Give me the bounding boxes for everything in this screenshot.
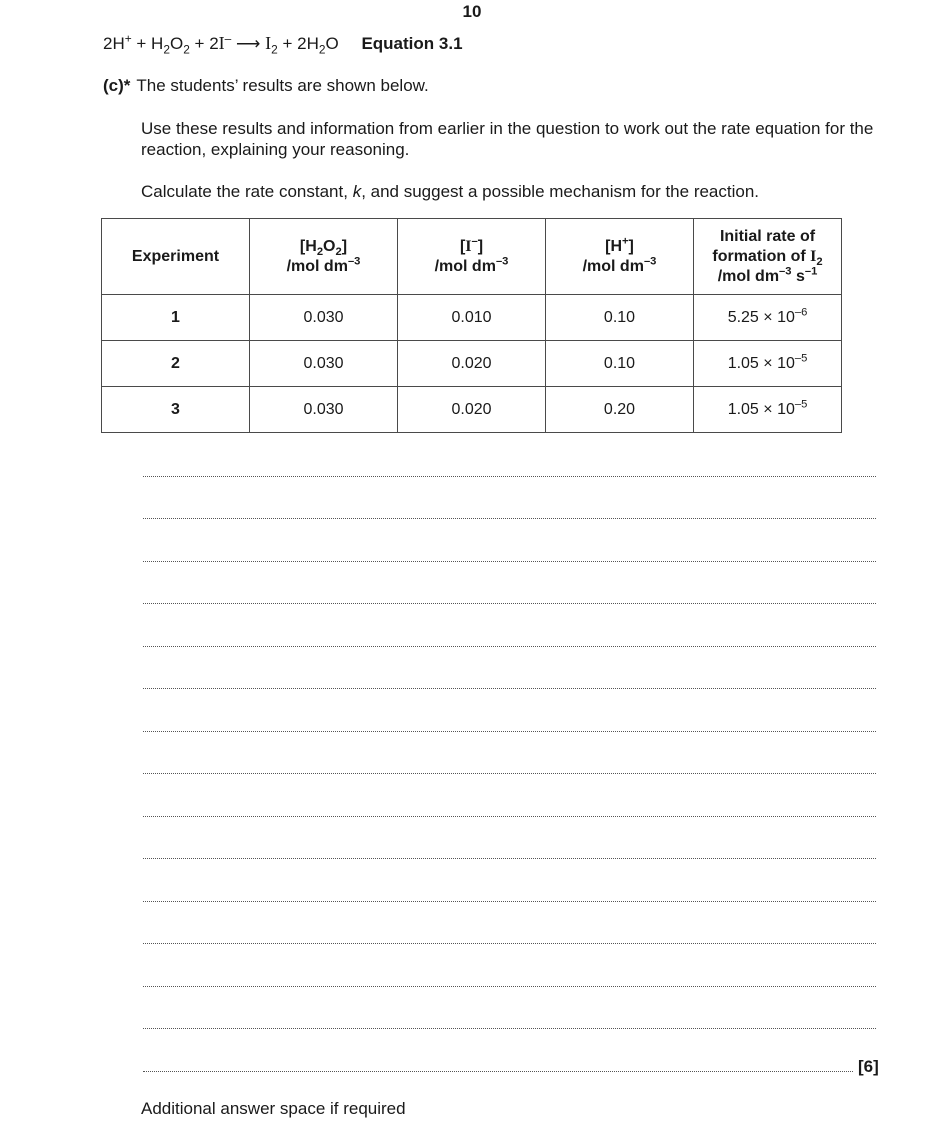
answer-line[interactable]	[143, 943, 876, 944]
header-h2o2: $[H_2O_2]$ /mol $dm^{-3}$	[250, 219, 398, 295]
instruction-rate-equation: Use these results and information from earlier in the question to work out the rate equation for the reaction, explaining your reasoning.	[141, 119, 874, 159]
question-intro: The students’ results are shown below.	[136, 76, 429, 95]
marks-total: [6]	[858, 1057, 879, 1076]
answer-line[interactable]	[143, 1071, 853, 1072]
answer-line[interactable]	[143, 1028, 876, 1029]
additional-answer-space-label: Additional answer space if required	[141, 1099, 406, 1118]
instruction-rate-constant: Calculate the rate constant, k, and suggest a possible mechanism for the reaction.	[141, 182, 760, 201]
cell-h2o2: 0.030	[250, 341, 398, 387]
cell-iodide: 0.020	[398, 387, 546, 433]
cell-hplus: 0.20	[546, 387, 694, 433]
cell-iodide: 0.010	[398, 295, 546, 341]
cell-rate: $1.05 \times 10^{-5}$	[694, 387, 842, 433]
cell-rate: $5.25 \times 10^{-6}$	[694, 295, 842, 341]
answer-line[interactable]	[143, 603, 876, 604]
answer-line[interactable]	[143, 986, 876, 987]
answer-line[interactable]	[143, 858, 876, 859]
answer-line[interactable]	[143, 518, 876, 519]
table-row	[102, 387, 842, 433]
cell-experiment: 2	[102, 341, 250, 387]
header-experiment: Experiment	[102, 219, 250, 295]
equation-label: Equation 3.1	[361, 34, 463, 53]
cell-hplus: 0.10	[546, 341, 694, 387]
cell-experiment: 3	[102, 387, 250, 433]
answer-line[interactable]	[143, 901, 876, 902]
answer-line[interactable]	[143, 561, 876, 562]
cell-iodide: 0.020	[398, 341, 546, 387]
question-label: (c)*	[103, 76, 131, 95]
table-row	[102, 295, 842, 341]
answer-line[interactable]	[143, 773, 876, 774]
header-hplus: [H+] /mol $dm^{-3}$	[546, 219, 694, 295]
answer-line[interactable]	[143, 476, 876, 477]
answer-line[interactable]	[143, 731, 876, 732]
cell-experiment: 1	[102, 295, 250, 341]
equation-3-1	[103, 31, 463, 57]
table-row	[102, 341, 842, 387]
cell-h2o2: 0.030	[250, 295, 398, 341]
header-iodide: [I–] /mol $dm^{-3}$	[398, 219, 546, 295]
cell-h2o2: 0.030	[250, 387, 398, 433]
page-number: 10	[462, 2, 482, 21]
header-rate: Initial rate of formation of $I_2$ /mol $dm^{-3}$ $s^{-1}$	[694, 219, 842, 295]
answer-line[interactable]	[143, 688, 876, 689]
results-table	[101, 218, 842, 433]
cell-hplus: 0.10	[546, 295, 694, 341]
answer-line[interactable]	[143, 646, 876, 647]
table-header-row	[102, 219, 842, 295]
answer-line[interactable]	[143, 816, 876, 817]
question-c	[103, 76, 429, 96]
cell-rate: $1.05 \times 10^{-5}$	[694, 341, 842, 387]
equation-formula: $2H^+ + H_2O_2 + 2I^-$ ⟶ $I_2 + 2H_2O$	[103, 31, 339, 57]
